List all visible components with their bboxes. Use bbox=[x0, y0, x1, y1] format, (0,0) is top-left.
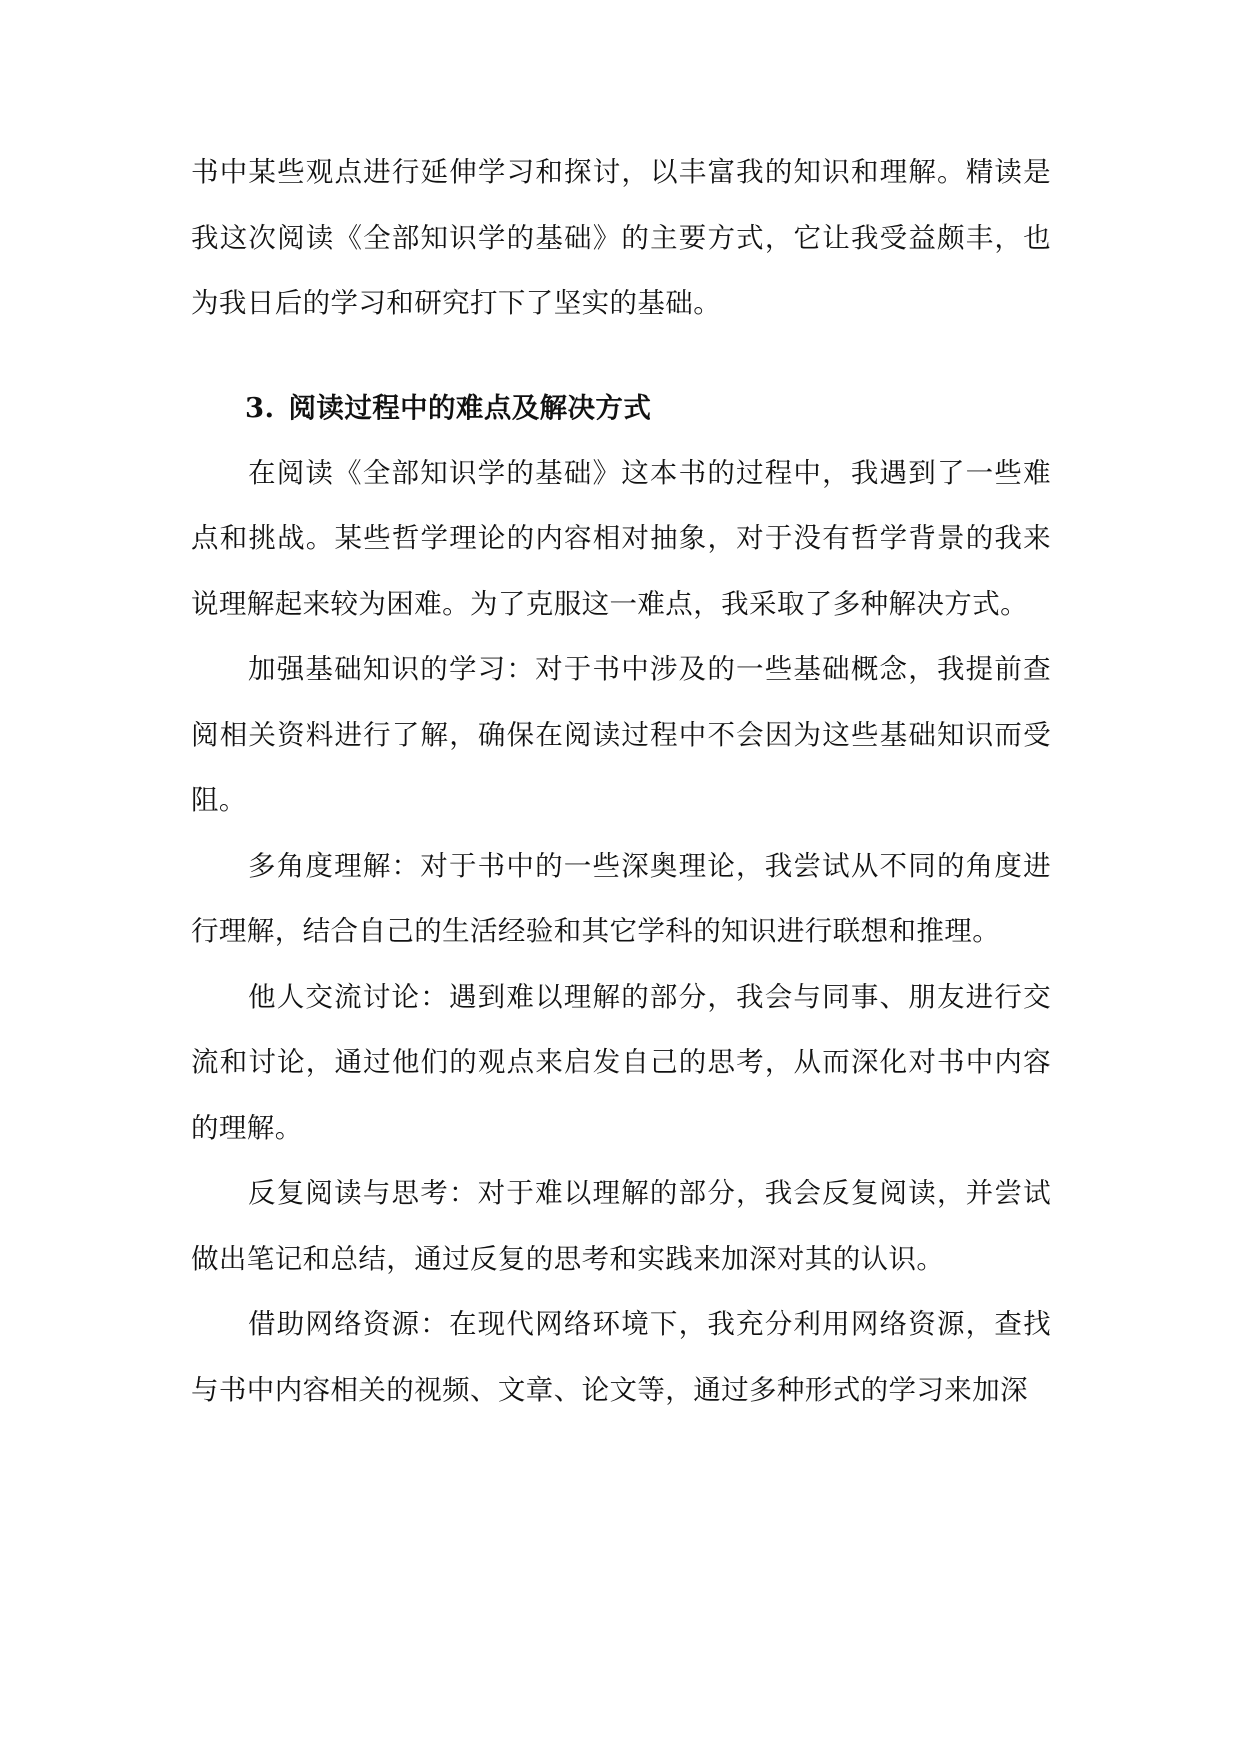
section-number: 3. bbox=[245, 391, 275, 424]
section-title: 阅读过程中的难点及解决方式 bbox=[288, 391, 652, 424]
paragraph-multi-angle: 多角度理解：对于书中的一些深奥理论，我尝试从不同的角度进行理解，结合自己的生活经验和其它学科的知识进行联想和推理。 bbox=[191, 849, 1051, 947]
paragraph-basic-knowledge: 加强基础知识的学习：对于书中涉及的一些基础概念，我提前查阅相关资料进行了解，确保在阅读过程中不会因为这些基础知识而受阻。 bbox=[191, 653, 1051, 816]
page-body bbox=[191, 140, 1051, 1423]
paragraph-continuation: 书中某些观点进行延伸学习和探讨，以丰富我的知识和理解。精读是我这次阅读《全部知识学的基础》的主要方式，它让我受益颇丰，也为我日后的学习和研究打下了坚实的基础。 bbox=[191, 156, 1051, 319]
section-heading bbox=[191, 375, 1051, 441]
paragraph-discussion: 他人交流讨论：遇到难以理解的部分，我会与同事、朋友进行交流和讨论，通过他们的观点来启发自己的思考，从而深化对书中内容的理解。 bbox=[191, 980, 1051, 1144]
section-spacer bbox=[191, 337, 1051, 375]
paragraph-online-resources: 借助网络资源：在现代网络环境下，我充分利用网络资源，查找与书中内容相关的视频、文章、论文等，通过多种形式的学习来加深 bbox=[191, 1308, 1051, 1406]
paragraph-rereading: 反复阅读与思考：对于难以理解的部分，我会反复阅读，并尝试做出笔记和总结，通过反复的思考和实践来加深对其的认识。 bbox=[191, 1177, 1051, 1275]
paragraph-intro: 在阅读《全部知识学的基础》这本书的过程中，我遇到了一些难点和挑战。某些哲学理论的内容相对抽象，对于没有哲学背景的我来说理解起来较为困难。为了克服这一难点，我采取了多种解决方式。 bbox=[191, 456, 1051, 620]
